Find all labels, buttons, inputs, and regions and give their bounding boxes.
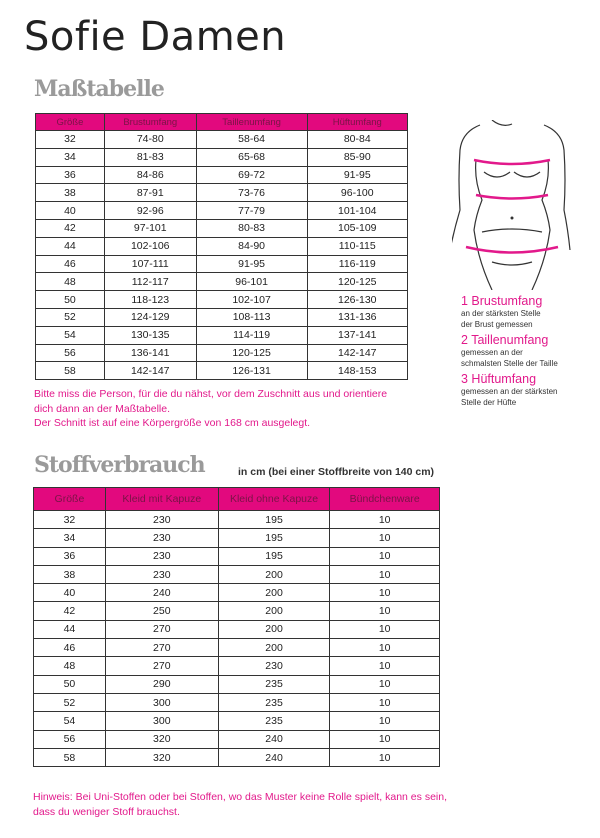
- table-cell: 10: [330, 693, 440, 711]
- hip-line: [466, 247, 558, 253]
- table-cell: 44: [34, 620, 106, 638]
- table-row: [34, 547, 440, 565]
- table-row: [34, 639, 440, 657]
- legend-desc: gemessen an der stärksten: [461, 387, 558, 396]
- size-chart-table: [35, 113, 408, 380]
- table-cell: 32: [36, 131, 105, 149]
- table-cell: 92-96: [104, 202, 196, 220]
- table-cell: 195: [218, 529, 330, 547]
- fabric-chart-table: [33, 487, 440, 767]
- size-chart-heading: Maßtabelle: [34, 76, 164, 102]
- table-cell: 46: [36, 255, 105, 273]
- table-cell: 240: [218, 730, 330, 748]
- table-cell: 136-141: [104, 344, 196, 362]
- column-header: Größe: [36, 114, 105, 131]
- table-cell: 120-125: [196, 344, 307, 362]
- table-cell: 131-136: [307, 308, 407, 326]
- table-cell: 320: [105, 748, 218, 766]
- table-cell: 10: [330, 565, 440, 583]
- table-cell: 58-64: [196, 131, 307, 149]
- table-cell: 84-86: [104, 166, 196, 184]
- table-cell: 38: [34, 565, 106, 583]
- size-chart-note: [34, 387, 387, 431]
- note-line: dass du weniger Stoff brauchst.: [33, 805, 180, 818]
- table-cell: 42: [36, 219, 105, 237]
- table-cell: 10: [330, 547, 440, 565]
- table-cell: 10: [330, 602, 440, 620]
- table-cell: 10: [330, 511, 440, 529]
- column-header: Brustumfang: [104, 114, 196, 131]
- table-cell: 200: [218, 602, 330, 620]
- body-measurement-figure: [452, 120, 572, 290]
- legend-title: 3 Hüftumfang: [461, 372, 537, 386]
- legend-title: 1 Brustumfang: [461, 294, 543, 308]
- table-cell: 124-129: [104, 308, 196, 326]
- table-cell: 48: [34, 657, 106, 675]
- table-cell: 200: [218, 565, 330, 583]
- table-cell: 300: [105, 712, 218, 730]
- table-cell: 105-109: [307, 219, 407, 237]
- table-cell: 200: [218, 620, 330, 638]
- table-cell: 97-101: [104, 219, 196, 237]
- table-cell: 148-153: [307, 362, 407, 380]
- table-cell: 300: [105, 693, 218, 711]
- table-row: [36, 362, 408, 380]
- table-cell: 101-104: [307, 202, 407, 220]
- column-header: Bündchenware: [330, 488, 440, 511]
- table-cell: 195: [218, 547, 330, 565]
- table-row: [36, 166, 408, 184]
- waist-line: [476, 195, 548, 199]
- table-cell: 108-113: [196, 308, 307, 326]
- table-cell: 250: [105, 602, 218, 620]
- legend-desc: gemessen an der: [461, 348, 523, 357]
- fabric-chart-subheading: in cm (bei einer Stoffbreite von 140 cm): [238, 466, 435, 478]
- table-cell: 142-147: [104, 362, 196, 380]
- table-cell: 240: [105, 584, 218, 602]
- table-cell: 126-130: [307, 291, 407, 309]
- table-cell: 10: [330, 620, 440, 638]
- table-cell: 137-141: [307, 326, 407, 344]
- table-cell: 230: [105, 529, 218, 547]
- table-row: [34, 657, 440, 675]
- table-cell: 42: [34, 602, 106, 620]
- table-cell: 96-100: [307, 184, 407, 202]
- navel-mark: [511, 217, 514, 220]
- table-row: [36, 344, 408, 362]
- table-row: [34, 693, 440, 711]
- table-cell: 116-119: [307, 255, 407, 273]
- table-cell: 50: [34, 675, 106, 693]
- table-cell: 230: [105, 511, 218, 529]
- table-cell: 85-90: [307, 148, 407, 166]
- table-cell: 10: [330, 675, 440, 693]
- table-cell: 91-95: [196, 255, 307, 273]
- column-header: Größe: [34, 488, 106, 511]
- table-cell: 120-125: [307, 273, 407, 291]
- note-line: dich dann an der Maßtabelle.: [34, 402, 171, 415]
- table-cell: 40: [36, 202, 105, 220]
- table-cell: 10: [330, 712, 440, 730]
- table-cell: 230: [105, 547, 218, 565]
- table-row: [36, 237, 408, 255]
- table-cell: 118-123: [104, 291, 196, 309]
- legend-desc: an der stärksten Stelle: [461, 309, 541, 318]
- table-cell: 65-68: [196, 148, 307, 166]
- table-row: [36, 202, 408, 220]
- table-row: [34, 712, 440, 730]
- table-row: [36, 291, 408, 309]
- table-row: [34, 730, 440, 748]
- table-cell: 56: [36, 344, 105, 362]
- fabric-chart-note: [33, 790, 447, 819]
- table-row: [34, 602, 440, 620]
- table-cell: 126-131: [196, 362, 307, 380]
- table-row: [34, 511, 440, 529]
- table-cell: 73-76: [196, 184, 307, 202]
- note-line: Bitte miss die Person, für die du nähst, vor dem Zuschnitt aus und orientiere: [34, 388, 388, 400]
- table-cell: 69-72: [196, 166, 307, 184]
- table-cell: 44: [36, 237, 105, 255]
- table-row: [36, 219, 408, 237]
- table-cell: 91-95: [307, 166, 407, 184]
- table-row: [36, 184, 408, 202]
- table-cell: 235: [218, 675, 330, 693]
- legend-desc: Stelle der Hüfte: [461, 398, 517, 407]
- table-row: [34, 584, 440, 602]
- table-row: [34, 565, 440, 583]
- table-cell: 270: [105, 639, 218, 657]
- table-cell: 10: [330, 657, 440, 675]
- table-cell: 80-84: [307, 131, 407, 149]
- table-cell: 200: [218, 639, 330, 657]
- note-line: Hinweis: Bei Uni-Stoffen oder bei Stoffen, wo das Muster keine Rolle spielt, kann es sein,: [33, 791, 447, 803]
- table-cell: 130-135: [104, 326, 196, 344]
- table-row: [34, 675, 440, 693]
- table-cell: 77-79: [196, 202, 307, 220]
- table-cell: 96-101: [196, 273, 307, 291]
- legend-item-bust: [461, 294, 600, 330]
- table-cell: 10: [330, 529, 440, 547]
- bust-line: [474, 160, 550, 164]
- table-cell: 195: [218, 511, 330, 529]
- column-header: Hüftumfang: [307, 114, 407, 131]
- table-cell: 52: [34, 693, 106, 711]
- table-cell: 200: [218, 584, 330, 602]
- legend-item-waist: [461, 333, 600, 369]
- table-cell: 34: [36, 148, 105, 166]
- table-cell: 74-80: [104, 131, 196, 149]
- table-cell: 112-117: [104, 273, 196, 291]
- table-cell: 80-83: [196, 219, 307, 237]
- measurement-legend: [461, 291, 600, 408]
- table-cell: 58: [34, 748, 106, 766]
- table-cell: 56: [34, 730, 106, 748]
- table-cell: 102-107: [196, 291, 307, 309]
- table-cell: 36: [34, 547, 106, 565]
- table-row: [36, 148, 408, 166]
- table-cell: 142-147: [307, 344, 407, 362]
- column-header: Kleid ohne Kapuze: [218, 488, 330, 511]
- table-cell: 87-91: [104, 184, 196, 202]
- table-cell: 48: [36, 273, 105, 291]
- table-cell: 10: [330, 584, 440, 602]
- table-cell: 270: [105, 620, 218, 638]
- table-cell: 81-83: [104, 148, 196, 166]
- table-cell: 107-111: [104, 255, 196, 273]
- note-line: Der Schnitt ist auf eine Körpergröße von 168 cm ausgelegt.: [34, 417, 311, 429]
- table-row: [36, 308, 408, 326]
- table-cell: 46: [34, 639, 106, 657]
- table-row: [36, 273, 408, 291]
- table-cell: 50: [36, 291, 105, 309]
- table-row: [34, 620, 440, 638]
- document-title: Sofie Damen: [24, 14, 287, 60]
- table-row: [34, 748, 440, 766]
- table-cell: 32: [34, 511, 106, 529]
- table-cell: 290: [105, 675, 218, 693]
- table-cell: 10: [330, 639, 440, 657]
- legend-desc: der Brust gemessen: [461, 320, 533, 329]
- table-cell: 10: [330, 748, 440, 766]
- table-cell: 102-106: [104, 237, 196, 255]
- table-cell: 235: [218, 712, 330, 730]
- table-cell: 84-90: [196, 237, 307, 255]
- column-header: Kleid mit Kapuze: [105, 488, 218, 511]
- table-cell: 54: [34, 712, 106, 730]
- table-row: [34, 529, 440, 547]
- table-row: [36, 131, 408, 149]
- table-cell: 34: [34, 529, 106, 547]
- table-cell: 230: [218, 657, 330, 675]
- table-cell: 230: [105, 565, 218, 583]
- table-cell: 235: [218, 693, 330, 711]
- table-cell: 320: [105, 730, 218, 748]
- fabric-chart-heading: Stoffverbrauch: [34, 452, 205, 478]
- legend-desc: schmalsten Stelle der Taille: [461, 359, 558, 368]
- table-cell: 40: [34, 584, 106, 602]
- table-cell: 38: [36, 184, 105, 202]
- table-cell: 270: [105, 657, 218, 675]
- table-cell: 114-119: [196, 326, 307, 344]
- table-cell: 58: [36, 362, 105, 380]
- table-row: [36, 255, 408, 273]
- table-cell: 10: [330, 730, 440, 748]
- table-cell: 110-115: [307, 237, 407, 255]
- table-cell: 52: [36, 308, 105, 326]
- table-cell: 54: [36, 326, 105, 344]
- column-header: Taillenumfang: [196, 114, 307, 131]
- table-cell: 240: [218, 748, 330, 766]
- legend-item-hip: [461, 372, 600, 408]
- table-cell: 36: [36, 166, 105, 184]
- legend-title: 2 Taillenumfang: [461, 333, 549, 347]
- table-row: [36, 326, 408, 344]
